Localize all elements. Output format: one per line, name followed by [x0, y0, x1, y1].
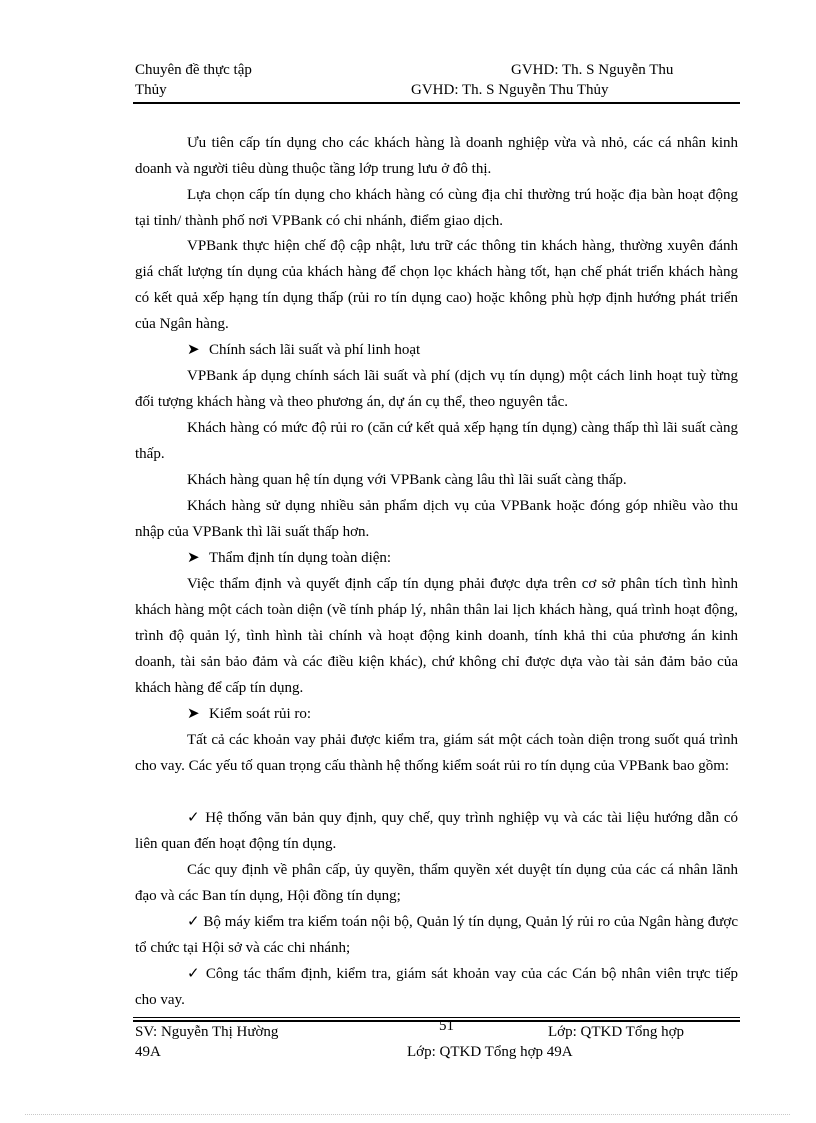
check-item-3: ✓ Công tác thẩm định, kiểm tra, giám sát khoản vay của các Cán bộ nhân viên trực tiếp cho vay.: [135, 966, 738, 1008]
section-heading-risk-control: [187, 701, 311, 727]
paragraph-3: VPBank thực hiện chế độ cập nhật, lưu trữ các thông tin khách hàng, thường xuyên đánh giá chất lượng tín dụng của khách hàng để chọn lọc khách hàng tốt, hạn chế phát triển khách hàng có kết quả xếp hạng tín dụng thấp (rủi ro tín dụng cao) hoặc không phù hợp định hướng phát triển của Ngân hàng.: [135, 238, 738, 332]
check-icon: ✓: [187, 914, 204, 930]
header-left-line1: Chuyên đề thực tập: [135, 62, 252, 78]
section-heading-appraisal: [187, 545, 391, 571]
check-item-1: ✓ Hệ thống văn bản quy định, quy chế, quy trình nghiệp vụ và các tài liệu hướng dẫn có liên quan đến hoạt động tín dụng.: [135, 810, 738, 852]
arrow-bullet-icon: ➤: [187, 706, 200, 722]
section-heading-interest-text: Chính sách lãi suất và phí linh hoạt: [209, 342, 421, 358]
arrow-bullet-icon: ➤: [187, 550, 200, 566]
header-rule: [133, 102, 740, 104]
paragraph-8: Việc thẩm định và quyết định cấp tín dụng phải được dựa trên cơ sở phân tích tình hình khách hàng một cách toàn diện (về tính pháp lý, nhân thân lai lịch khách hàng, quá trình hoạt động, trình độ quản lý, tình hình tài chính và hoạt động kinh doanh, tính khả thi của phương án kinh doanh, tài sản bảo đảm và các điều kiện khác), chứ không chỉ được dựa vào tài sản đảm bảo của khách hàng để cấp tín dụng.: [135, 576, 738, 696]
paragraph-2: Lựa chọn cấp tín dụng cho khách hàng có cùng địa chỉ thường trú hoặc địa bàn hoạt động tại tỉnh/ thành phố nơi VPBank có chi nhánh, điểm giao dịch.: [135, 187, 738, 229]
paragraph-5: Khách hàng có mức độ rủi ro (căn cứ kết quả xếp hạng tín dụng) càng thấp thì lãi suất càng thấp.: [135, 420, 738, 462]
footer-student: SV: Nguyễn Thị Hường: [135, 1024, 279, 1040]
page-number: 51: [439, 1018, 454, 1034]
page-bottom-dotted-line: [25, 1114, 790, 1115]
footer-class-line1: Lớp: QTKD Tổng hợp: [548, 1024, 684, 1040]
footer-rule-top: [133, 1017, 740, 1018]
paragraph-10: Các quy định về phân cấp, ủy quyền, thẩm quyền xét duyệt tín dụng của các cá nhân lãnh đạo và các Ban tín dụng, Hội đồng tín dụng;: [135, 862, 738, 904]
paragraph-4: VPBank áp dụng chính sách lãi suất và phí (dịch vụ tín dụng) một cách linh hoạt tuỳ từng đối tượng khách hàng và theo phương án, dự án cụ thể, theo nguyên tắc.: [135, 368, 738, 410]
footer-rule-bottom: [133, 1020, 740, 1022]
section-heading-risk-control-text: Kiểm soát rủi ro:: [209, 706, 312, 722]
paragraph-1: Ưu tiên cấp tín dụng cho các khách hàng là doanh nghiệp vừa và nhỏ, các cá nhân kinh doanh và người tiêu dùng thuộc tầng lớp trung lưu ở đô thị.: [135, 135, 738, 177]
paragraph-9: Tất cả các khoản vay phải được kiểm tra, giám sát một cách toàn diện trong suốt quá trình cho vay. Các yếu tố quan trọng cấu thành hệ thống kiểm soát rủi ro tín dụng của VPBank bao gồm:: [135, 732, 738, 774]
footer-class-line2: Lớp: QTKD Tổng hợp 49A: [407, 1044, 573, 1060]
header-left-line2: Thủy: [135, 82, 167, 98]
check-item-2: ✓ Bộ máy kiểm tra kiểm toán nội bộ, Quản lý tín dụng, Quản lý rủi ro của Ngân hàng được tổ chức tại Hội sở và các chi nhánh;: [135, 914, 738, 956]
footer-student-line2: 49A: [135, 1044, 161, 1060]
check-icon: ✓: [187, 966, 206, 982]
paragraph-7: Khách hàng sử dụng nhiều sản phẩm dịch vụ của VPBank hoặc đóng góp nhiều vào thu nhập của VPBank thì lãi suất thấp hơn.: [135, 498, 738, 540]
arrow-bullet-icon: ➤: [187, 342, 200, 358]
header-right-line1: GVHD: Th. S Nguyễn Thu: [511, 62, 674, 78]
header-right-line2: GVHD: Th. S Nguyễn Thu Thủy: [411, 82, 609, 98]
check-icon: ✓: [187, 810, 206, 826]
section-heading-appraisal-text: Thẩm định tín dụng toàn diện:: [209, 550, 392, 566]
paragraph-6: Khách hàng quan hệ tín dụng với VPBank càng lâu thì lãi suất càng thấp.: [187, 472, 627, 488]
section-heading-interest: [187, 337, 420, 363]
